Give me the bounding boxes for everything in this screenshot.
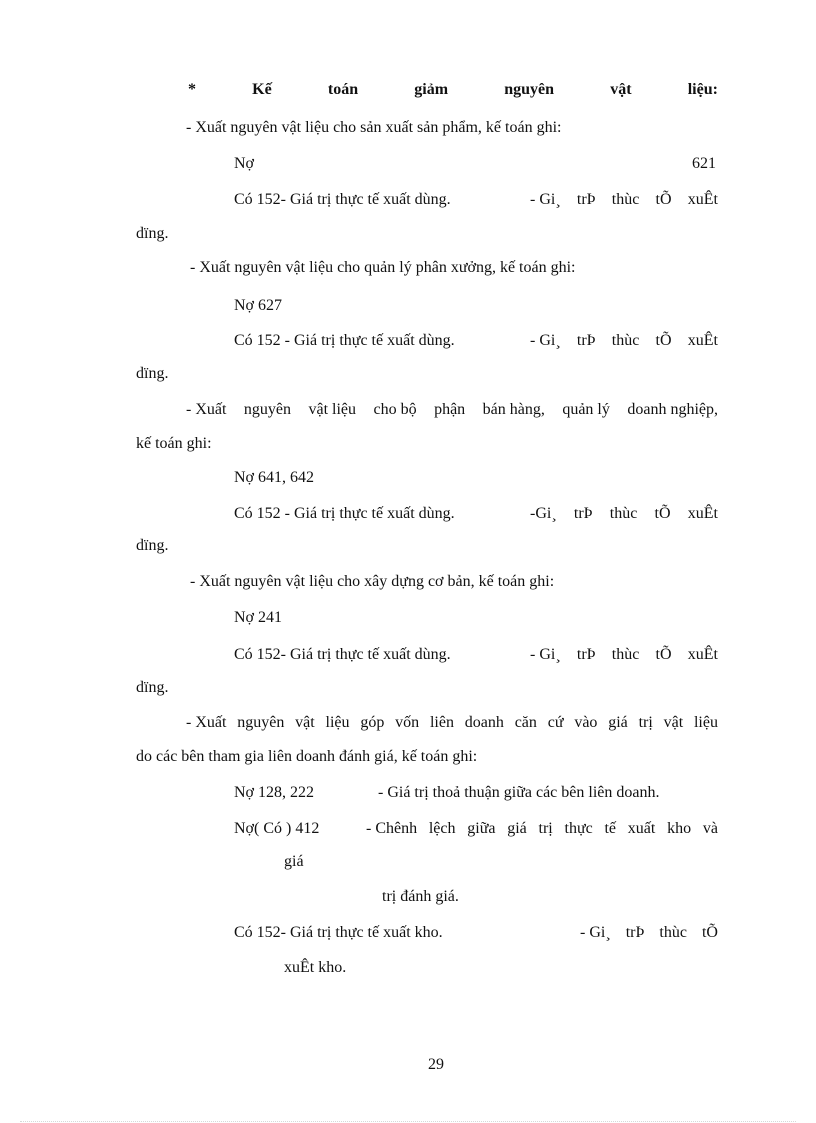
- garbled-word: thùc: [611, 646, 640, 663]
- heading-word: Kế: [252, 81, 272, 98]
- joint-venture-line2-desc: [366, 819, 718, 839]
- garbled-word: - Gi¸: [530, 332, 561, 349]
- workshop-garbled: [530, 331, 718, 351]
- joint-venture-credit: Có 152- Giá trị thực tế xuất kho.: [234, 924, 443, 941]
- page-number: 29: [428, 1056, 444, 1073]
- intro-word: liệu: [693, 714, 718, 731]
- desc-word: lệch: [428, 820, 456, 837]
- sales-admin-debit: Nợ 641, 642: [234, 469, 315, 486]
- garbled-word: xuÊt: [687, 191, 718, 208]
- intro-word: cứ: [547, 714, 564, 731]
- sales-admin-garbled-end: dïng.: [136, 537, 169, 554]
- garbled-word: tÕ: [701, 924, 718, 941]
- construction-garbled-end: dïng.: [136, 679, 169, 696]
- garbled-word: xuÊt: [687, 646, 718, 663]
- intro-word: doanh nghiệp,: [627, 401, 718, 418]
- construction-garbled: [530, 645, 718, 665]
- debit-label: Nợ: [234, 155, 255, 172]
- page-bottom-rule: [20, 1121, 796, 1122]
- joint-venture-garbled: [580, 923, 718, 943]
- garbled-word: trÞ: [576, 332, 596, 349]
- heading-word: liệu:: [687, 81, 718, 98]
- garbled-word: xuÊt: [687, 505, 718, 522]
- intro-word: vật: [295, 714, 315, 731]
- construction-credit: Có 152- Giá trị thực tế xuất dùng.: [234, 646, 451, 663]
- garbled-word: thùc: [611, 332, 640, 349]
- intro-word: vốn: [395, 714, 420, 731]
- joint-venture-garbled-end: xuÊt kho.: [284, 959, 347, 976]
- joint-venture-intro: [186, 713, 718, 733]
- joint-venture-line2-cont2: trị đánh giá.: [382, 888, 459, 905]
- garbled-word: thùc: [659, 924, 687, 941]
- desc-word: và: [702, 820, 718, 837]
- garbled-word: trÞ: [573, 505, 593, 522]
- heading-word: vật: [610, 81, 632, 98]
- intro-word: giá: [608, 714, 628, 731]
- workshop-debit: Nợ 627: [234, 297, 283, 314]
- intro-word: nguyên: [243, 401, 292, 418]
- desc-word: kho: [667, 820, 692, 837]
- desc-word: giữa: [467, 820, 496, 837]
- intro-word: - Xuất: [186, 714, 227, 731]
- intro-word: liệu: [325, 714, 350, 731]
- production-garbled-end: dïng.: [136, 225, 169, 242]
- desc-word: trị: [538, 820, 553, 837]
- workshop-intro: - Xuất nguyên vật liệu cho quản lý phân xưởng, kế toán ghi:: [190, 259, 576, 276]
- sales-admin-garbled: [530, 504, 718, 524]
- garbled-word: tÕ: [654, 505, 671, 522]
- workshop-garbled-end: dïng.: [136, 365, 169, 382]
- desc-word: - Chênh: [366, 820, 418, 837]
- joint-venture-line2-cont: giá: [284, 853, 304, 870]
- debit-account: 621: [692, 155, 716, 172]
- sales-admin-intro-cont: kế toán ghi:: [136, 435, 212, 452]
- desc-word: giá: [507, 820, 527, 837]
- garbled-word: thùc: [611, 191, 640, 208]
- production-garbled: [530, 190, 718, 210]
- intro-word: căn: [514, 714, 537, 731]
- intro-word: phận: [434, 401, 466, 418]
- intro-word: quản lý: [562, 401, 610, 418]
- desc-word: xuất: [627, 820, 656, 837]
- garbled-word: trÞ: [576, 646, 596, 663]
- garbled-word: - Gi¸: [530, 646, 561, 663]
- intro-word: liên: [429, 714, 454, 731]
- construction-debit: Nợ 241: [234, 609, 283, 626]
- heading-word: *: [188, 81, 196, 98]
- heading-word: giảm: [414, 81, 449, 98]
- intro-word: nguyên: [237, 714, 285, 731]
- garbled-word: tÕ: [655, 191, 672, 208]
- intro-word: doanh: [464, 714, 504, 731]
- section-heading: [188, 80, 718, 100]
- garbled-word: xuÊt: [687, 332, 718, 349]
- intro-word: góp: [360, 714, 385, 731]
- intro-word: - Xuất: [186, 401, 227, 418]
- production-intro: - Xuất nguyên vật liệu cho sản xuất sản phẩm, kế toán ghi:: [186, 119, 562, 136]
- sales-admin-credit: Có 152 - Giá trị thực tế xuất dùng.: [234, 505, 455, 522]
- construction-intro: - Xuất nguyên vật liệu cho xây dựng cơ bản, kế toán ghi:: [190, 573, 555, 590]
- desc-word: thực: [564, 820, 593, 837]
- heading-word: nguyên: [504, 81, 555, 98]
- workshop-credit: Có 152 - Giá trị thực tế xuất dùng.: [234, 332, 455, 349]
- intro-word: vào: [574, 714, 598, 731]
- joint-venture-line1-account: Nợ 128, 222: [234, 784, 315, 801]
- intro-word: bán hàng,: [482, 401, 545, 418]
- garbled-word: - Gi¸: [530, 191, 561, 208]
- desc-word: tế: [604, 820, 617, 837]
- heading-word: toán: [327, 81, 359, 98]
- intro-word: cho bộ: [373, 401, 417, 418]
- joint-venture-line1-desc: - Giá trị thoả thuận giữa các bên liên doanh.: [378, 784, 660, 801]
- garbled-word: trÞ: [625, 924, 645, 941]
- garbled-word: tÕ: [655, 646, 672, 663]
- sales-admin-intro: [186, 400, 718, 420]
- joint-venture-line2-account: Nợ( Có ) 412: [234, 820, 320, 837]
- intro-word: trị: [638, 714, 653, 731]
- garbled-word: tÕ: [655, 332, 672, 349]
- production-credit: Có 152- Giá trị thực tế xuất dùng.: [234, 191, 451, 208]
- garbled-word: - Gi¸: [580, 924, 611, 941]
- production-debit-line: [234, 154, 716, 174]
- intro-word: vật liệu: [308, 401, 357, 418]
- garbled-word: -Gi¸: [530, 505, 557, 522]
- garbled-word: thùc: [609, 505, 638, 522]
- joint-venture-intro-cont: do các bên tham gia liên doanh đánh giá, kế toán ghi:: [136, 748, 478, 765]
- intro-word: vật: [663, 714, 684, 731]
- garbled-word: trÞ: [576, 191, 596, 208]
